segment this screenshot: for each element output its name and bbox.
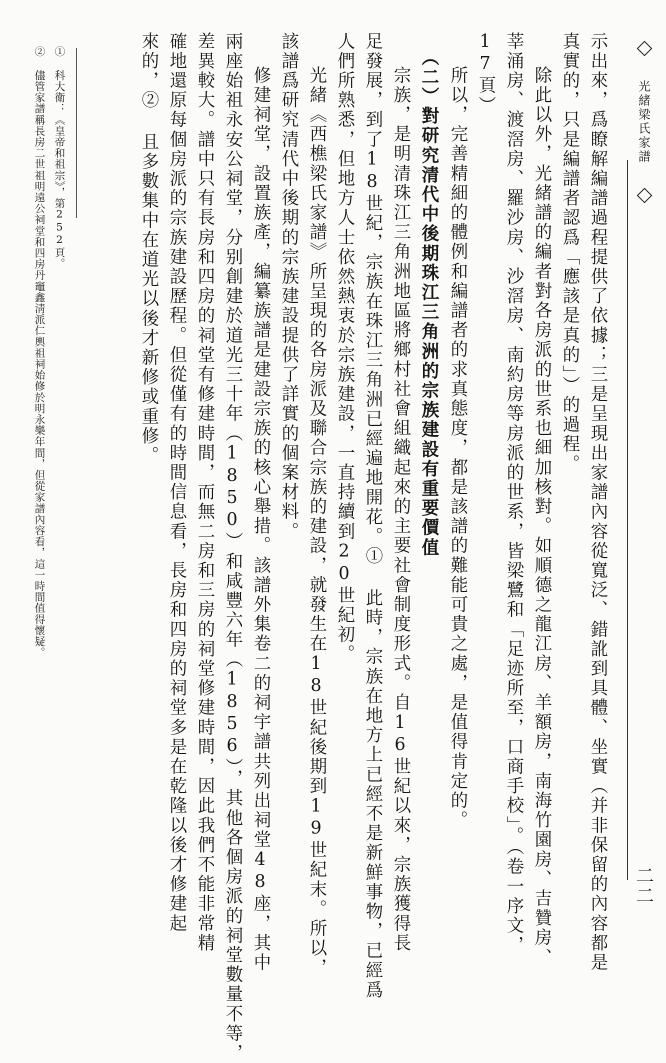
page-number: 二二 bbox=[633, 866, 654, 906]
body-column: 來的，② 且多數集中在道光以後才新修或重修。 bbox=[138, 32, 158, 466]
body-column: 確地還原每個房派的宗族建設歷程。但從僅有的時間信息看，長房和四房的祠堂多是在乾隆以後才修建起 bbox=[166, 32, 186, 934]
body-column: 宗族，是明清珠江三角洲地區將鄉村社會組織起來的主要社會制度形式。自16世紀以來，宗族獲得長 bbox=[390, 66, 410, 954]
ornament-diamond-icon bbox=[636, 188, 652, 204]
body-column: 足發展，到了18世紀，宗族在珠江三角洲已經遍地開花。① 此時，宗族在地方上已經不是新鮮事物，已經爲 bbox=[362, 32, 382, 1001]
footnote-rule bbox=[76, 48, 77, 218]
body-column: 人們所熟悉，但地方人士依然熱衷於宗族建設，一直持續到20世紀初。 bbox=[334, 32, 354, 665]
body-column: 所以，完善精細的體例和編譜者的求真態度，都是該譜的難能可貴之處，是值得肯定的。 bbox=[447, 66, 467, 831]
book-title: 光緒梁氏家譜 bbox=[637, 80, 651, 164]
body-column: 示出來，爲瞭解編譜過程提供了依據；三是呈現出家譜內容從寬泛、錯訛到具體、坐實（并非保留的內容都是 bbox=[587, 32, 607, 973]
body-column: 除此以外，光緒譜的編者對各房派的世系也細加核對。如順德之龍江房、羊額房，南海竹園房、吉贊房、 bbox=[531, 66, 551, 968]
header-rule bbox=[627, 160, 628, 880]
ornament-diamond-icon bbox=[636, 41, 652, 57]
footnote: ② 儘管家譜稱長房二世祖明遠公祠堂和四房丹竈鑫淸派仁輿祖祠始修於明永樂年間，但從家譜內容看，這一時間值得懷疑。 bbox=[33, 46, 46, 658]
body-column: 該譜爲研究清代中後期的宗族建設提供了詳實的個案材料。 bbox=[278, 32, 298, 542]
header-block bbox=[636, 40, 652, 204]
body-column: 光緒《西樵梁氏家譜》所呈現的各房派及聯合宗族的建設，就發生在18世紀後期到19世紀末。所以， bbox=[306, 66, 326, 978]
body-column: 真實的，只是編譜者認爲「應該是真的」）的過程。 bbox=[559, 32, 579, 475]
body-column: 17頁） bbox=[475, 32, 495, 116]
body-column: 兩座始祖永安公祠堂，分别創建於道光三十年（1850）和咸豐六年（1856），其他各個房派的祠堂數量不等， bbox=[222, 32, 242, 1063]
body-column: 修建祠堂，設置族產，編纂族譜是建設宗族的核心舉措。該譜外集卷二的祠宇譜共列出祠堂48座，其中 bbox=[250, 66, 270, 973]
body-column: 莘涌房、渡滘房、羅沙房、沙滘房、南約房等房派的世系，皆梁鷺和「足迹所至，口商手校」。（卷一序文， bbox=[503, 32, 523, 956]
footnote: ① 科大衛：《皇帝和祖宗》，第252頁。 bbox=[53, 46, 66, 269]
section-heading: （二）對研究清代中後期珠江三角洲的宗族建設有重要價值 bbox=[418, 48, 438, 558]
body-column: 差異較大。譜中只有長房和四房的祠堂有修建時間，而無二房和三房的祠堂修建時間，因此我們不能非常精 bbox=[194, 32, 214, 954]
